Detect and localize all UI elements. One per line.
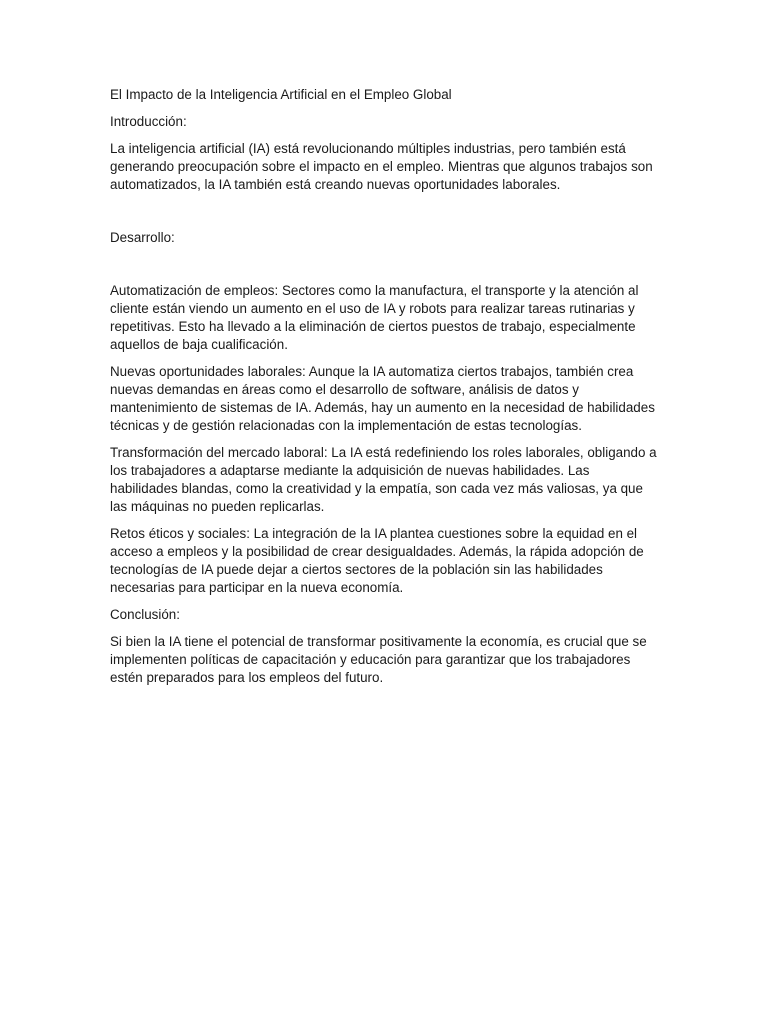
- development-heading: Desarrollo:: [110, 230, 175, 245]
- section-paragraph-transformation: Transformación del mercado laboral: La IA está redefiniendo los roles laborales, obligando a los trabajadores a adaptarse mediante la adquisición de nuevas habilidades. Las habilidades blandas, como la creatividad y la empatía, son cada vez más valiosas, ya que las máquinas no pueden replicarlas.: [110, 445, 657, 514]
- conclusion-heading: Conclusión:: [110, 607, 180, 622]
- section-paragraph-automation: Automatización de empleos: Sectores como la manufactura, el transporte y la atención al cliente están viendo un aumento en el uso de IA y robots para realizar tareas rutinarias y repetitivas. Esto ha llevado a la eliminación de ciertos puestos de trabajo, especialmente aquellos de baja cualificación.: [110, 283, 639, 352]
- section-paragraph-challenges: Retos éticos y sociales: La integración de la IA plantea cuestiones sobre la equidad en el acceso a empleos y la posibilidad de crear desigualdades. Además, la rápida adopción de tecnologías de IA puede dejar a ciertos sectores de la población sin las habilidades necesarias para participar en la nueva economía.: [110, 526, 644, 595]
- intro-heading: Introducción:: [110, 114, 187, 129]
- section-paragraph-opportunities: Nuevas oportunidades laborales: Aunque la IA automatiza ciertos trabajos, también crea nuevas demandas en áreas como el desarrollo de software, análisis de datos y mantenimiento de sistemas de IA. Además, hay un aumento en la necesidad de habilidades técnicas y de gestión relacionadas con la implementación de estas tecnologías.: [110, 364, 655, 433]
- conclusion-paragraph: Si bien la IA tiene el potencial de transformar positivamente la economía, es crucial que se implementen políticas de capacitación y educación para garantizar que los trabajadores estén preparados para los empleos del futuro.: [110, 634, 647, 685]
- intro-paragraph: La inteligencia artificial (IA) está revolucionando múltiples industrias, pero también está generando preocupación sobre el impacto en el empleo. Mientras que algunos trabajos son automatizados, la IA también está creando nuevas oportunidades laborales.: [110, 141, 653, 192]
- document-title: El Impacto de la Inteligencia Artificial en el Empleo Global: [110, 87, 452, 102]
